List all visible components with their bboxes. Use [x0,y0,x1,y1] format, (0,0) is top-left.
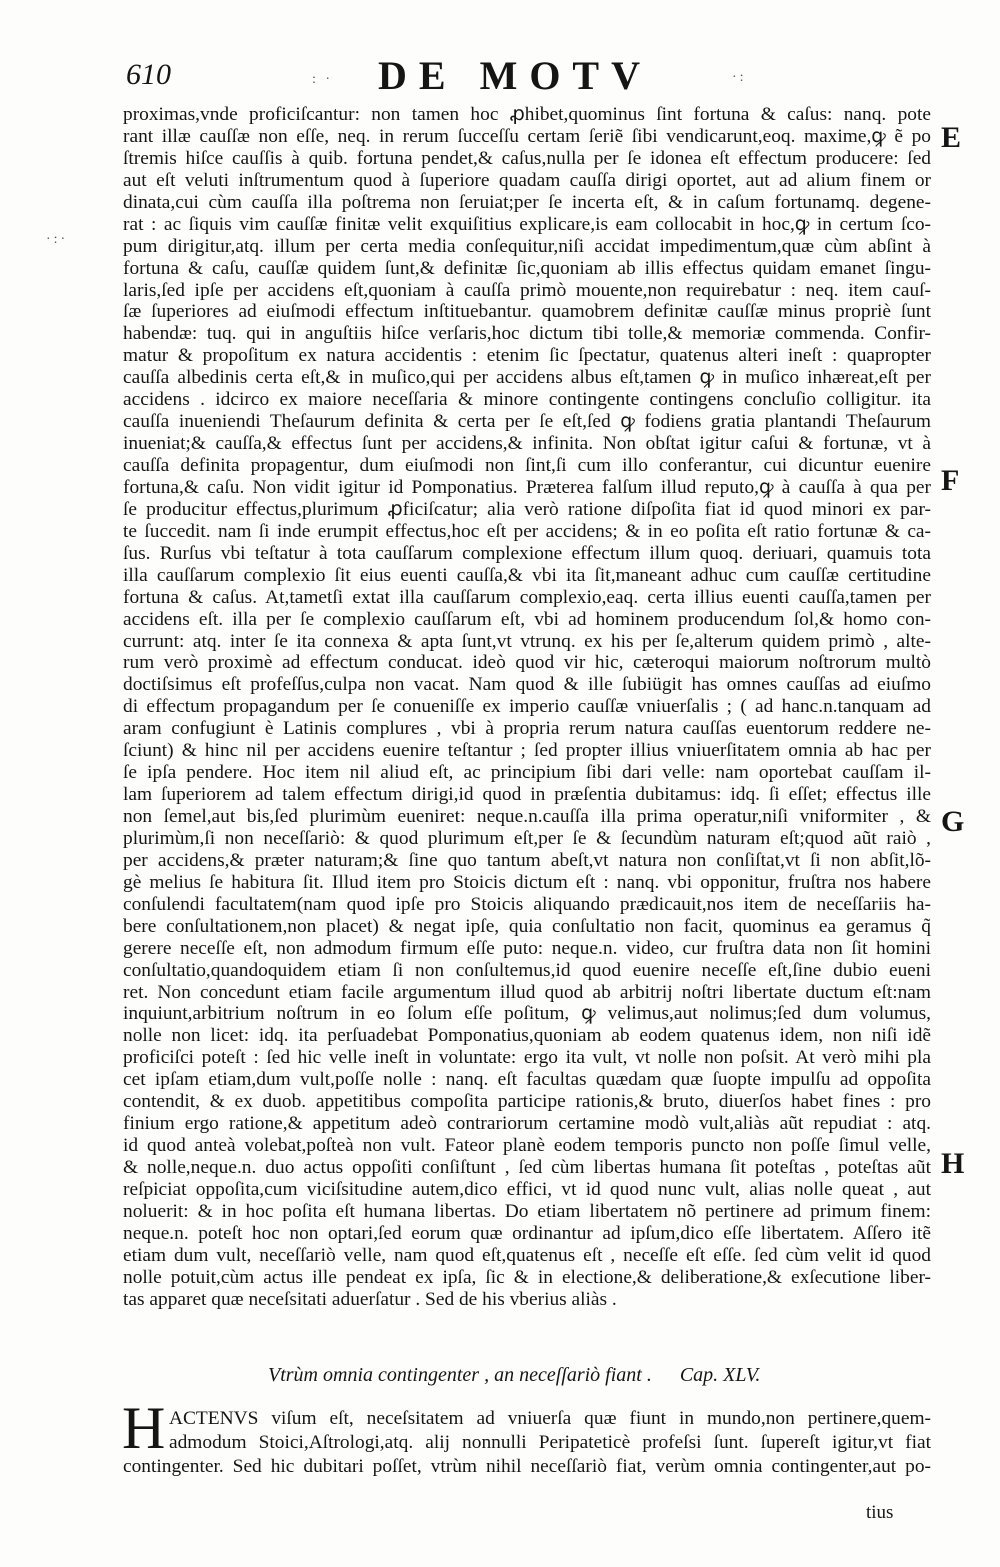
text-line: & nolle,neque.n. duo actus oppoſiti conſiſtunt , ſed cùm libertas humana ſit poteſtas , poteſtas aũt [123,1157,931,1178]
text-line: etiam dum vult, neceſſariò velle, nam quod eſt,quatenus eſt , neceſſe eſt eſſe. ſed cùm velit id quod [123,1244,931,1266]
chapter-line: contingenter. Sed hic dubitari poſſet, vtrùm nihil neceſſariò fiat, verùm omnia contingenter,aut po- [123,1456,931,1477]
text-line: cauſſa inueniendi Theſaurum definita & certa per ſe eſt,ſed ꝙ fodiens gratia plantandi Theſaurum [123,411,931,433]
text-line: di effectum propagandum per ſe conueniſſe ex imperio cauſſæ vniuerſalis ; ( ad hanc.n.tanquam ad [123,696,931,718]
text-line: habendæ: tuq. qui in anguſtiis hiſce verſaris,hoc dictum tibi tolle,& memoriæ commenda. Confir- [123,323,931,345]
chapter-title: Vtrùm omnia contingenter , an neceſſariò fiant . [268,1364,652,1386]
text-line: rat : ac ſiquis vim cauſſæ finitæ velit exquiſitius explicare,is eam collocabit in hoc,ꝙ in certum ſco- [123,213,931,235]
text-line: ſe ipſa pendere. Hoc item nil aliud eſt, ac principium ſibi dari velle: nam oportebat cauſſam il- [123,762,931,784]
text-line: ſciunt) & hinc nil per accidens euenire teſtantur ; ſed propter illius vniuerſitatem omnia ab hac per [123,740,931,762]
text-line: fortuna & caſus. At,tametſi extat illa cauſſarum complexio,eaq. certa illius euenti cauſſa,tamen per [123,586,931,608]
text-line: nolle non licet: idq. ita perſuadebat Pomponatius,quoniam ab eodem quatenus idem, non niſi idẽ [123,1025,931,1047]
text-line: currunt: atq. inter ſe ita connexa & apta ſunt,vt vtrunq. ex his per ſe,alterum quidem primò , alte- [123,630,931,652]
text-line: inueniat;& cauſſa,& effectus ſunt per accidens,& infinita. Non obſtat igitur caſui & fortunæ, vt à [123,433,931,455]
text-line: nolle potuit,cùm actus ille pendeat ex ipſa, ſic & in electione,& deliberatione,& exſecutione liber- [123,1266,931,1288]
running-head: DE MOTV [378,53,652,98]
text-line: proficiſci poteſt : ſed hic velle ineſt in voluntate: ergo ita vult, vt nolle non poſsit. At verò mihi pla [123,1047,931,1069]
margin-letter-h: H [941,1147,965,1180]
text-line: aram confugiunt è Latinis complures , vbi à propria rerum natura cauſſas euentorum reddere ne- [123,718,931,740]
text-line: accidens eſt. illa per ſe complexio cauſſarum eſt, vbi ad hominem producendum ſol,& homo con- [123,608,931,630]
text-line: ſus. Rurſus vbi teſtatur à tota cauſſarum complexione effectum illum quoq. deriuari, quamuis tota [123,542,931,564]
body-text [123,104,931,1311]
margin-letter-g: G [941,805,965,838]
text-line: gerere neceſſe eſt, non admodum firmum eſſe puto: neque.n. video, cur fruſtra data non ſit homini [123,937,931,959]
text-line: aut eſt veluti inſtrumentum quod à ſuperiore quadam cauſſa dirigi oportet, aut ad alium finem or [123,169,931,191]
text-line: fortuna,& caſu. Non vidit igitur id Pomponatius. Præterea falſum illud reputo,ꝙ à cauſſa à qua per [123,476,931,498]
margin-smudge: ·:· [46,232,69,247]
text-line: tas apparet quæ neceſsitati aduerſatur . Sed de his vberius aliàs . [123,1288,617,1310]
text-line: proximas,vnde proficiſcantur: non tamen hoc ꝓhibet,quominus ſint fortuna & caſus: nanq. pote [123,104,931,125]
text-line: ſtremis hiſce cauſſis à quib. fortuna pendet,& caſus,nulla per ſe idonea eſt effectum producere: ſed [123,147,931,169]
text-line: laris,ſed ipſe per accidens eſt,quoniam à cauſſa primò mouente,non requirebatur : neq. item cauſ- [123,279,931,301]
chapter-line: ACTENVS viſum eſt, neceſsitatem ad vniuerſa quæ fiunt in mundo,non pertinere,quem- [169,1408,931,1429]
text-line: non ſemel,aut bis,ſed plurimùm eueniret: neque.n.cauſſa illa prima operatur,niſi vniformiter , & [123,806,931,827]
text-line: lam ſuperiorem ad talem effectum dirigi,id quod in præſentia dubitamus: idq. ſi eſſet; effectus ille [123,784,931,806]
text-line: te ſuccedit. nam ſi inde erumpit effectus,hoc eſt per accidens; & in eo poſita eſt ratio fortunæ & ca- [123,520,931,542]
text-line: accidens . idcirco ex maiore neceſſaria & minore contingente contingens concluſio colligitur. ita [123,389,931,411]
chapter-number: Cap. XLV. [679,1364,761,1386]
margin-letter-f: F [941,464,960,497]
chapter-text [123,1407,931,1479]
text-line: reſpiciat oppoſita,cum viciſsitudine autem,dico effici, vt id quod nunc vult, alias nolle queat , aut [123,1178,931,1200]
text-line: per accidens,& præter naturam;& ſine quo tantum abeſt,vt natura non conſiſtat,vt ſi non abſit,lõ- [123,849,931,871]
printer-ornament-right: ·: [732,70,747,85]
text-line: id quod anteà volebat,poſteà non vult. Fateor planè eodem temporis puncto non poſſe ſimul velle, [123,1135,931,1157]
text-line: bere conſultationem,non placet) & negat ipſe, quia conſultatio non facit, quominus ea geramus q̃ [123,915,931,937]
text-line: neque.n. poteſt hoc non optari,ſed eorum quæ ordinantur ad ipſum,dico eſſe libertatem. Aſſero itẽ [123,1222,931,1244]
text-line: fortuna & caſu, cauſſæ quidem ſunt,& definitæ ſic,quoniam ab illis effectus quidam emanet ſingu- [123,257,931,279]
text-line: illa cauſſarum complexio ſit eius euenti cauſſa,& vbi ita ſit,maneant adhuc cum cauſſæ certitudine [123,564,931,586]
margin-letter-e: E [941,121,962,154]
text-line: ſe producitur effectus,plurimum ꝓficiſcatur; alia verò ratione diſpoſita fiat id quod minori ex par- [123,498,931,520]
chapter-heading [268,1364,760,1387]
text-line: cauſſa definita propagentur, dum eiuſmodi non ſint,ſi cum illo conferantur, cui dicuntur euenire [123,455,931,476]
text-line: noluerit: & in hoc poſita eſt humana libertas. Do etiam libertatem nõ pertinere ad primum finem: [123,1200,931,1222]
page-number: 610 [126,58,171,91]
text-line: plurimùm,ſi non neceſſariò: & quod plurimum eſt,per ſe & ſecundùm naturam eſt;quod aũt raiò , [123,827,931,849]
text-line: dinata,cui cùm cauſſa illa poſtrema non ſeruiat;per ſe incerta eſt, & in caſum fortunamq. degene- [123,191,931,213]
text-line: finium ergo ratione,& appetitum adeò contrariorum certamine modò vult,aliàs aũt repudiat : atq. [123,1113,931,1135]
text-line: matur & propoſitum ex natura accidentis : etenim ſic ſpectatur, quatenus alteri ineſt : quapropter [123,345,931,367]
drop-cap: H [122,1395,166,1461]
text-line: contendit, & ex duob. appetitibus compoſita participe rationis,& bruto, diuerſos habet fines : pro [123,1091,931,1113]
text-line: doctiſsimus eſt profeſſus,culpa non vacat. Nam quod & ille ſubiügit has omnes cauſſas ad eiuſmo [123,674,931,696]
text-line: cauſſa albedinis certa eſt,& in muſico,qui per accidens albus eſt,tamen ꝙ in muſico inhæreat,eſt per [123,367,931,389]
text-line: cet ipſam etiam,dum vult,poſſe nolle : nanq. eſt facultas quædam quæ ſuopte impulſu ad oppoſita [123,1069,931,1091]
text-line: pum dirigitur,atq. illum per certa media conſequitur,niſi accidat impedimentum,quæ cùm abſint à [123,235,931,257]
text-line: conſulendi facultatem(nam quod ipſe pro Stoicis aliquando prædicauit,nos item de neceſſariis ha- [123,893,931,915]
text-line: ret. Non concedunt etiam facile argumentum illud quod ab arbitrij noſtri libertate ductum eſt:nam [123,981,931,1003]
text-line: gè melius ſe habitura ſit. Illud item pro Stoicis dictum eſt : nanq. vbi opponitur, fruſtra nos habere [123,871,931,893]
text-line: rum verò proximè ad effectum conducat. ideò quod vir hic, cæteroqui maiorum noſtrorum multò [123,652,931,674]
text-line: ſæ ſuperiores ad eiuſmodi effectum inſtituebantur. quamobrem definitæ cauſſæ minus propriè ſunt [123,301,931,323]
text-line: rant illæ cauſſæ non eſſe, neq. in rerum ſucceſſu certam ſeriẽ ſibi vendicarunt,eoq. maxime,ꝙ ẽ po [123,125,931,147]
catchword: tius [866,1502,894,1523]
printer-ornament-left: : · [312,72,334,87]
text-line: conſultatio,quandoquidem etiam ſi non conſultemus,id quod euenire neceſſe eſt,ſine dubio eueni [123,959,931,981]
text-line: inquiunt,arbitrium noſtrum in eo ſolum eſſe poſitum, ꝙ velimus,aut nolimus;ſed dum volumus, [123,1003,931,1025]
chapter-line: admodum Stoici,Aſtrologi,atq. alij nonnulli Peripateticè profeſsi ſunt. ſupereſt igitur,vt fiat [169,1432,931,1453]
